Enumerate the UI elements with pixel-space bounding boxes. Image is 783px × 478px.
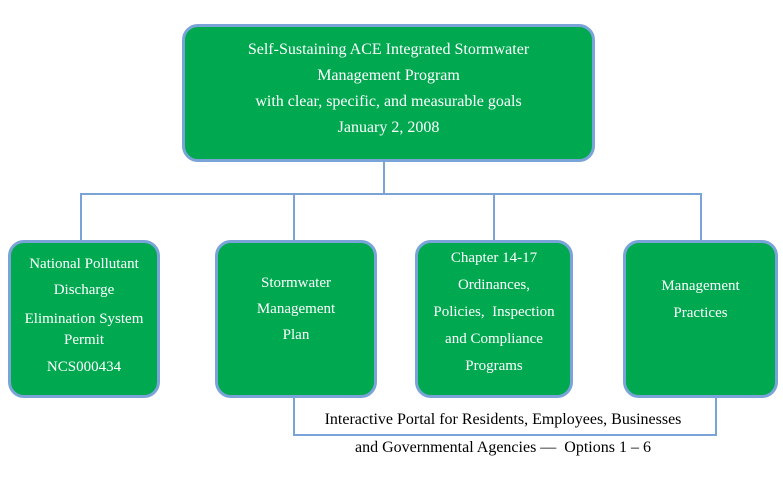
- root-title-line: Self-Sustaining ACE Integrated Stormwater: [247, 41, 530, 58]
- node-text-line: Stormwater: [261, 275, 331, 291]
- node-text-line: Chapter 14-17: [450, 249, 538, 266]
- root-title-line: Management Program: [317, 67, 460, 84]
- node-stormwater-management-plan: [215, 240, 377, 398]
- node-text-line: Programs: [465, 357, 523, 374]
- node-text-line: Management: [661, 278, 740, 294]
- connector-drop-chapter: [493, 193, 495, 240]
- root-subtitle-line: with clear, specific, and measurable goals: [255, 93, 522, 110]
- node-chapter-14-17-programs: [415, 240, 573, 398]
- node-text-line: Permit: [64, 332, 104, 348]
- node-program-root: [182, 24, 595, 162]
- node-text-line: Management: [256, 301, 336, 317]
- connector-horizontal-rail: [80, 193, 702, 195]
- caption-line: Interactive Portal for Residents, Employees, Businesses: [324, 411, 682, 428]
- caption-line: and Governmental Agencies — Options 1 – 6: [355, 439, 651, 456]
- node-text-line: Policies, Inspection: [433, 303, 555, 320]
- node-text-line: Practices: [673, 305, 728, 321]
- root-date-line: January 2, 2008: [337, 119, 440, 136]
- node-text-line: Ordinances,: [457, 276, 531, 293]
- node-text-line: Elimination System: [24, 311, 144, 327]
- connector-drop-swmp: [293, 193, 295, 240]
- node-management-practices: [623, 240, 778, 398]
- node-npdes-permit: [8, 240, 160, 398]
- node-text-line: and Compliance: [445, 330, 543, 347]
- interactive-portal-caption: [283, 406, 723, 462]
- node-text-line: National Pollutant: [29, 256, 139, 272]
- node-text-line: NCS000434: [46, 359, 122, 375]
- node-text-line: Discharge: [53, 282, 115, 298]
- connector-root-stub: [383, 162, 385, 194]
- node-text-line: Plan: [282, 327, 310, 343]
- connector-drop-mgmt: [700, 193, 702, 240]
- connector-drop-npdes: [80, 193, 82, 240]
